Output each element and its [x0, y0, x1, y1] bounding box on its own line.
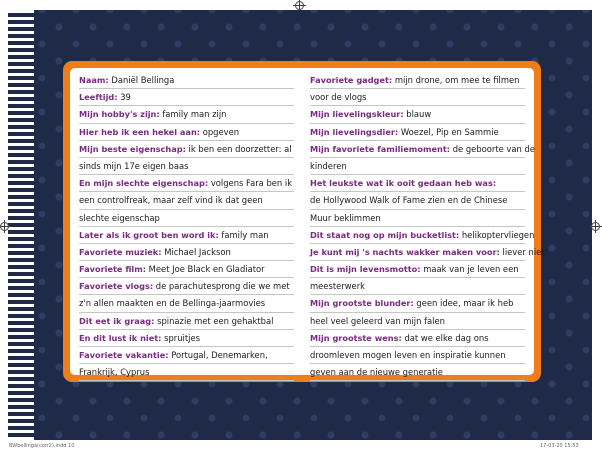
profile-line — [310, 192, 525, 209]
profile-line — [310, 158, 525, 175]
field-value: Woezel, Pip en Sammie — [398, 126, 499, 137]
field-label: Mijn hobby's zijn: — [79, 109, 160, 120]
profile-line — [310, 210, 525, 227]
profile-line — [310, 141, 535, 158]
profile-line — [310, 261, 525, 278]
field-label: En mijn slechte eigenschap: — [79, 178, 209, 189]
profile-line — [79, 175, 294, 192]
field-label: Leeftijd: — [79, 92, 118, 103]
field-label: Favoriete film: — [79, 264, 146, 275]
profile-line — [79, 124, 294, 141]
profile-line — [79, 364, 294, 381]
field-value: een controlfreak, maar zelf vind ik dat geen — [79, 195, 263, 206]
field-value: z'n allen maakten en de Bellinga-jaarmovies — [79, 298, 266, 309]
field-value: volgens Fara ben ik — [208, 178, 293, 189]
left-column — [79, 72, 294, 381]
profile-line — [79, 141, 294, 158]
field-value: opgeven — [200, 126, 240, 137]
field-label: Favoriete vakantie: — [79, 350, 169, 360]
profile-line — [79, 261, 294, 278]
profile-line — [79, 278, 294, 295]
field-value: Meet Joe Black en Gladiator — [146, 264, 265, 275]
field-value: droomleven mogen leven en inspiratie kunnen — [310, 350, 506, 360]
field-value: Frankrijk, Cyprus — [79, 367, 150, 378]
field-value: geven aan de nieuwe generatie — [310, 367, 443, 378]
profile-line — [310, 330, 525, 347]
field-label: Favoriete muziek: — [79, 246, 162, 257]
field-label: Mijn lievelingsdier: — [310, 126, 399, 137]
field-label: Mijn grootste wens: — [310, 332, 402, 343]
profile-line — [310, 278, 525, 295]
profile-line — [79, 227, 294, 244]
field-value: geen idee, maar ik heb — [413, 298, 514, 309]
field-value: spruitjes — [161, 332, 201, 343]
profile-line — [310, 124, 525, 141]
crop-mark-top-icon — [295, 1, 304, 10]
field-value: dat we elke dag ons — [401, 332, 489, 343]
profile-line — [79, 347, 294, 364]
field-label: Later als ik groot ben word ik: — [79, 229, 219, 240]
field-label: Dit staat nog op mijn bucketlist: — [310, 229, 460, 240]
field-label: Mijn lievelingskleur: — [310, 109, 404, 120]
profile-line — [310, 347, 525, 364]
profile-line — [310, 364, 525, 381]
field-value: blauw — [403, 109, 432, 120]
striped-border — [8, 10, 34, 440]
field-value: Daniël Bellinga — [108, 75, 175, 85]
crop-mark-left-icon — [0, 222, 9, 231]
field-label: Het leukste wat ik ooit gedaan heb was: — [310, 178, 497, 189]
field-label: Dit is mijn levensmotto: — [310, 264, 421, 275]
field-value: family man — [218, 229, 269, 240]
field-label: Naam: — [79, 75, 109, 85]
field-value: family man zijn — [159, 109, 227, 120]
profile-line — [310, 244, 548, 261]
profile-line — [310, 313, 525, 330]
field-label: Hier heb ik een hekel aan: — [79, 126, 201, 137]
footer-file-name: BWbellinga(corr2).indd 10 — [9, 443, 75, 449]
profile-line — [310, 89, 525, 106]
crop-mark-right-icon — [591, 222, 600, 231]
profile-line — [79, 106, 294, 123]
profile-line — [79, 210, 294, 227]
field-value: helikoptervliegen — [459, 229, 535, 240]
field-label: Dit eet ik graag: — [79, 315, 155, 326]
field-value: Portugal, Denemarken, — [168, 350, 268, 360]
profile-line — [79, 330, 294, 347]
field-label: Mijn grootste blunder: — [310, 298, 414, 309]
field-value: heel veel geleerd van mijn falen — [310, 315, 445, 326]
field-value: mijn drone, om mee te filmen — [392, 75, 520, 85]
right-column — [310, 72, 548, 381]
field-value: maak van je leven een — [420, 264, 519, 275]
profile-line — [79, 72, 294, 89]
field-value: ik ben een doorzetter: al — [185, 143, 292, 154]
field-value: slechte eigenschap — [79, 212, 160, 223]
profile-line — [310, 295, 525, 312]
field-value: meesterwerk — [310, 281, 366, 292]
field-label: Je kunt mij 's nachts wakker maken voor: — [310, 246, 500, 257]
profile-line — [79, 89, 294, 106]
field-value: 39 — [117, 92, 131, 103]
profile-line — [79, 158, 294, 175]
profile-line — [310, 72, 525, 89]
field-label: Mijn beste eigenschap: — [79, 143, 186, 154]
profile-line — [310, 175, 525, 192]
field-label: Mijn favoriete familiemoment: — [310, 143, 451, 154]
field-value: liever niet! — [499, 246, 548, 257]
field-value: sinds mijn 17e eigen baas — [79, 160, 189, 171]
field-value: de parachutesprong die we met — [153, 281, 290, 292]
field-value: Michael Jackson — [161, 246, 231, 257]
profile-line — [79, 192, 294, 209]
field-value: de geboorte van de — [450, 143, 535, 154]
profile-card — [70, 68, 548, 378]
profile-line — [79, 313, 294, 330]
field-value: de Hollywood Walk of Fame zien en de Chinese — [310, 195, 508, 206]
field-label: Favoriete gadget: — [310, 75, 393, 85]
field-value: kinderen — [310, 160, 347, 171]
profile-line — [310, 106, 525, 123]
field-value: spinazie met een gehaktbal — [154, 315, 274, 326]
profile-line — [79, 244, 294, 261]
field-label: En dit lust ik niet: — [79, 332, 162, 343]
field-value: voor de vlogs — [310, 92, 367, 103]
field-label: Favoriete vlogs: — [79, 281, 154, 292]
footer-timestamp: 17-03-20 15:53 — [540, 443, 579, 449]
profile-line — [310, 227, 535, 244]
field-value: Muur beklimmen — [310, 212, 381, 223]
profile-line — [79, 295, 294, 312]
